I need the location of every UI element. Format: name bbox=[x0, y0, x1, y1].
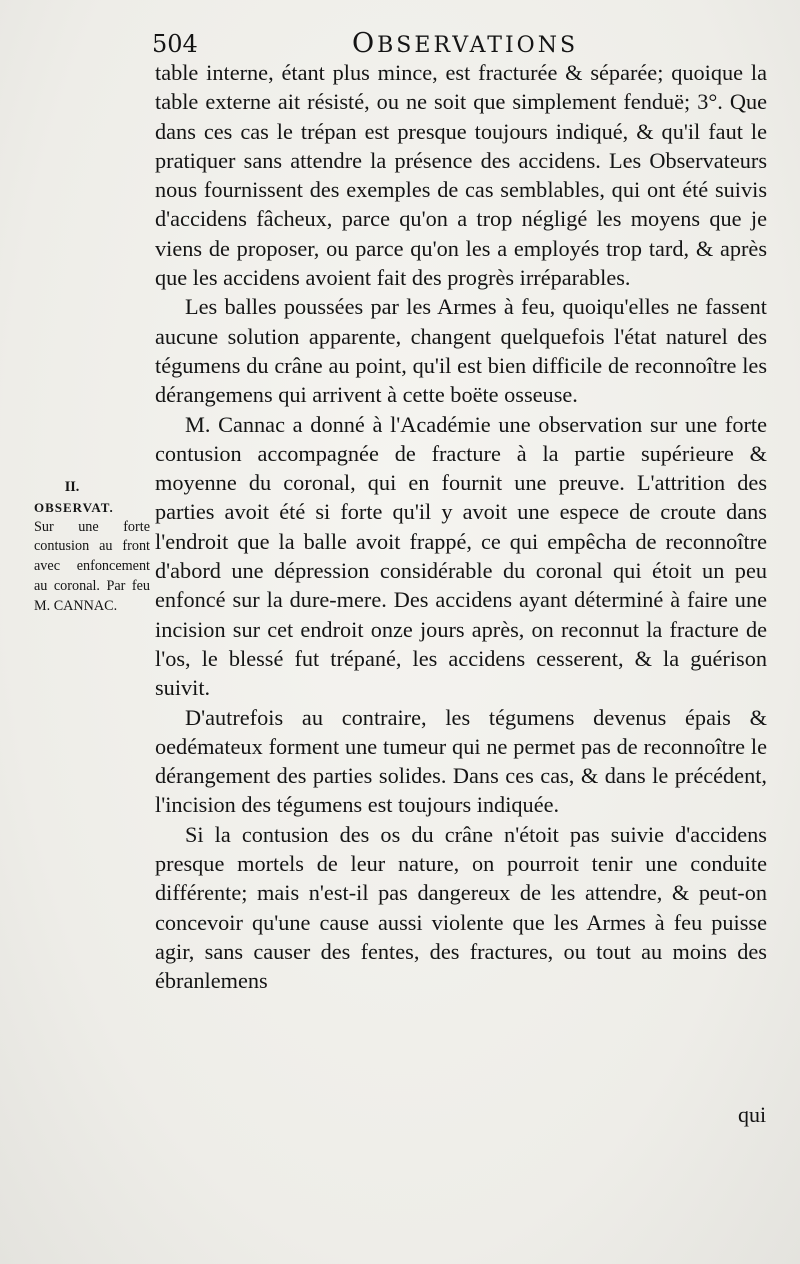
margin-note bbox=[34, 478, 150, 617]
margin-note-text: Sur une forte contusion au front avec enfoncement au coronal. Par feu M. CANNAC. bbox=[34, 518, 150, 614]
paragraph-5: Si la contusion des os du crâne n'étoit pas suivie d'accidens presque mortels de leur nature, on pourroit tenir une conduite différente; mais n'est-il pas dangereux de les attendre, & peut-on concevoir qu'une cause aussi violente que les Armes à feu puisse agir, sans causer des fentes, des fractures, ou tout au moins des ébranlemens bbox=[155, 821, 767, 994]
running-head-initial: O bbox=[352, 28, 378, 59]
paragraph-1: table interne, étant plus mince, est fracturée & séparée; quoique la table externe ait résisté, ou ne soit que simplement fenduë; 3°. Que dans ces cas le trépan est presque toujours indiqué, & qu'il faut le pratiquer sans attendre la présence des accidens. Les Observateurs nous fournissent des exemples de cas semblables, qui ont été suivis d'accidens fâcheux, parce qu'on a trop négligé les moyens que je viens de proposer, ou parce qu'on les a employés trop tard, & après que les accidens avoient fait des progrès irréparables. bbox=[155, 60, 767, 291]
page-number: 504 bbox=[152, 30, 198, 58]
margin-note-label: OBSERVAT. bbox=[34, 499, 114, 515]
catchword: qui bbox=[738, 1102, 767, 1127]
page-header bbox=[152, 30, 772, 58]
paragraph-3: M. Cannac a donné à l'Académie une observation sur une forte contusion accompagnée de fracture à la partie supérieure & moyenne du coronal, qui en fournit une preuve. L'attrition des parties avoit été si forte qu'il y avoit une espece de croute dans l'endroit que la balle avoit frappé, ce qui empêcha de reconnoître d'abord une dépression considérable du coronal qui étoit un peu enfoncé sur la dure-mere. Des accidens ayant déterminé à faire une incision sur cet endroit onze jours après, on reconnut la fracture de l'os, le blessé fut trépané, les accidens cesserent, & la guérison suivit. bbox=[155, 411, 767, 701]
margin-note-number: II. bbox=[64, 479, 80, 495]
paragraph-4: D'autrefois au contraire, les tégumens devenus épais & oedémateux forment une tumeur qui ne permet pas de reconnoître le dérangement des parties solides. Dans ces cas, & dans le précédent, l'incision des tégumens est toujours indiquée. bbox=[155, 704, 767, 818]
paragraph-2: Les balles poussées par les Armes à feu, quoiqu'elles ne fassent aucune solution apparente, changent quelquefois l'état naturel des tégumens du crâne au point, qu'il est bien difficile de reconnoître les dérangemens qui arrivent à cette boëte osseuse. bbox=[155, 294, 767, 408]
running-head bbox=[352, 30, 578, 60]
running-head-rest: BSERVATIONS bbox=[377, 33, 579, 58]
body-text bbox=[155, 58, 767, 996]
